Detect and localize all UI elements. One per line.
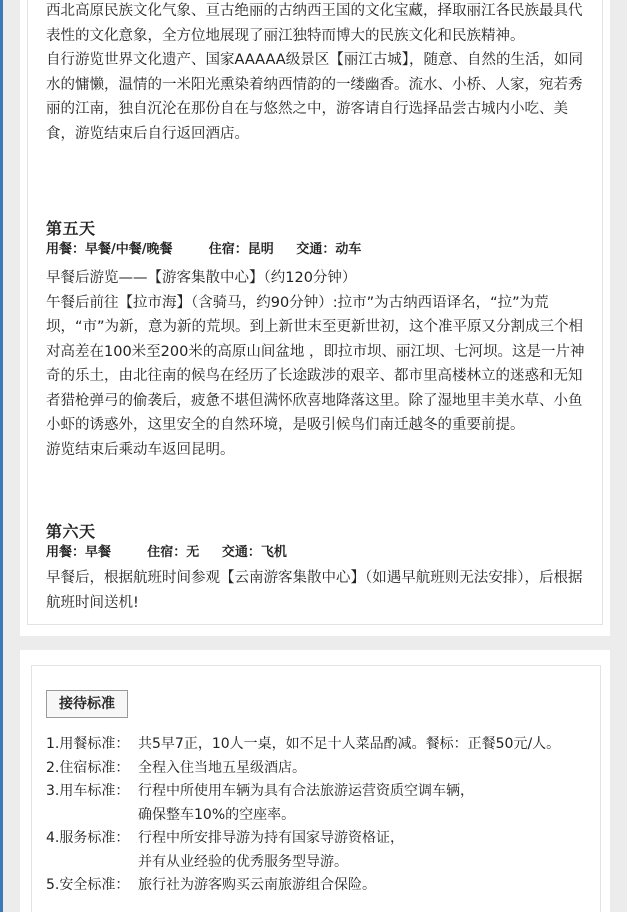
left-edge-strip bbox=[0, 0, 3, 912]
standard-vehicle-text-2: 确保整车10%的空座率。 bbox=[138, 806, 296, 823]
standard-vehicle-label: 3.用车标准： bbox=[46, 783, 130, 799]
standard-meals-label: 1.用餐标准： bbox=[46, 736, 130, 752]
day5-paragraph-2: 午餐后前往【拉市海】（含骑马，约90分钟）:拉市”为古纳西语译名，“拉”为荒坝，“市”为新，意为新的荒坝。到上新世末至更新世初，这个准平原又分割成三个相对高差在100米至200米的高原山间盆地 ，即拉市坝、丽江坝、七河坝。这是一片神奇的乐土，由北往南的候鸟在经历了长途跋涉的艰辛、都市里高楼林立的迷惑和无知者猎枪弹弓的偷袭后，疲惫不堪但满怀欣喜地降落这里。除了湿地里丰美水草、小鱼小虾的诱惑外，这里安全的自然环境，是吸引候鸟们南迁越冬的重要前提。 bbox=[46, 294, 585, 433]
standard-hotel-text: 全程入住当地五星级酒店。 bbox=[138, 759, 306, 776]
day4-continuation bbox=[46, 0, 594, 146]
day6-title: 第六天 bbox=[46, 522, 96, 541]
standard-service-text-1: 行程中所安排导游为持有国家导游资格证， bbox=[138, 830, 404, 846]
standard-safety-text: 旅行社为游客购买云南旅游组合保险。 bbox=[138, 877, 376, 893]
standard-hotel-label: 2.住宿标准： bbox=[46, 759, 130, 776]
standard-safety-label: 5.安全标准： bbox=[46, 877, 130, 893]
standard-hotel bbox=[46, 757, 606, 781]
standard-vehicle-text-1: 行程中所使用车辆为具有合法旅游运营资质空调车辆， bbox=[138, 783, 474, 799]
intro-paragraph-1: 西北高原民族文化气象、亘古绝丽的古纳西王国的文化宝藏，择取丽江各民族最具代表性的文化意象，全方位地展现了丽江独特而博大的民族文化和民族精神。 bbox=[46, 3, 583, 44]
day5-paragraph-3: 游览结束后乘动车返回昆明。 bbox=[46, 441, 235, 458]
standard-meals bbox=[46, 733, 606, 757]
day5-paragraph-1: 早餐后游览——【游客集散中心】（约120分钟） bbox=[46, 270, 357, 286]
standards-list bbox=[46, 733, 606, 898]
standard-service-label: 4.服务标准： bbox=[46, 830, 130, 846]
standards-title: 接待标准 bbox=[46, 690, 128, 718]
standard-service bbox=[46, 827, 606, 874]
standard-vehicle bbox=[46, 780, 606, 827]
intro-paragraph-2: 自行游览世界文化遗产、国家AAAAA级景区【丽江古城】，随意、自然的生活，如同水的慵懒，温情的一米阳光熏染着纳西情韵的一缕幽香。流水、小桥、人家，宛若秀丽的江南，独自沉沦在那份自在与悠然之中，游客请自行选择品尝古城内小吃、美食，游览结束后自行返回酒店。 bbox=[46, 52, 583, 142]
standard-service-text-2: 并有从业经验的优秀服务型导游。 bbox=[138, 853, 348, 870]
day6-paragraph-1: 早餐后，根据航班时间参观【云南游客集散中心】（如遇早航班则无法安排），后根据航班时间送机! bbox=[46, 570, 583, 611]
day5-title: 第五天 bbox=[46, 219, 96, 238]
day6-description bbox=[46, 566, 594, 615]
day6-info: 用餐：早餐 住宿：无 交通：飞机 bbox=[46, 545, 287, 560]
day5-description bbox=[46, 266, 594, 462]
standard-meals-text: 共5早7正，10人一桌，如不足十人菜品酌减。餐标：正餐50元/人。 bbox=[138, 736, 561, 752]
day5-info: 用餐：早餐/中餐/晚餐 住宿：昆明 交通：动车 bbox=[46, 242, 362, 257]
standard-safety bbox=[46, 874, 606, 898]
